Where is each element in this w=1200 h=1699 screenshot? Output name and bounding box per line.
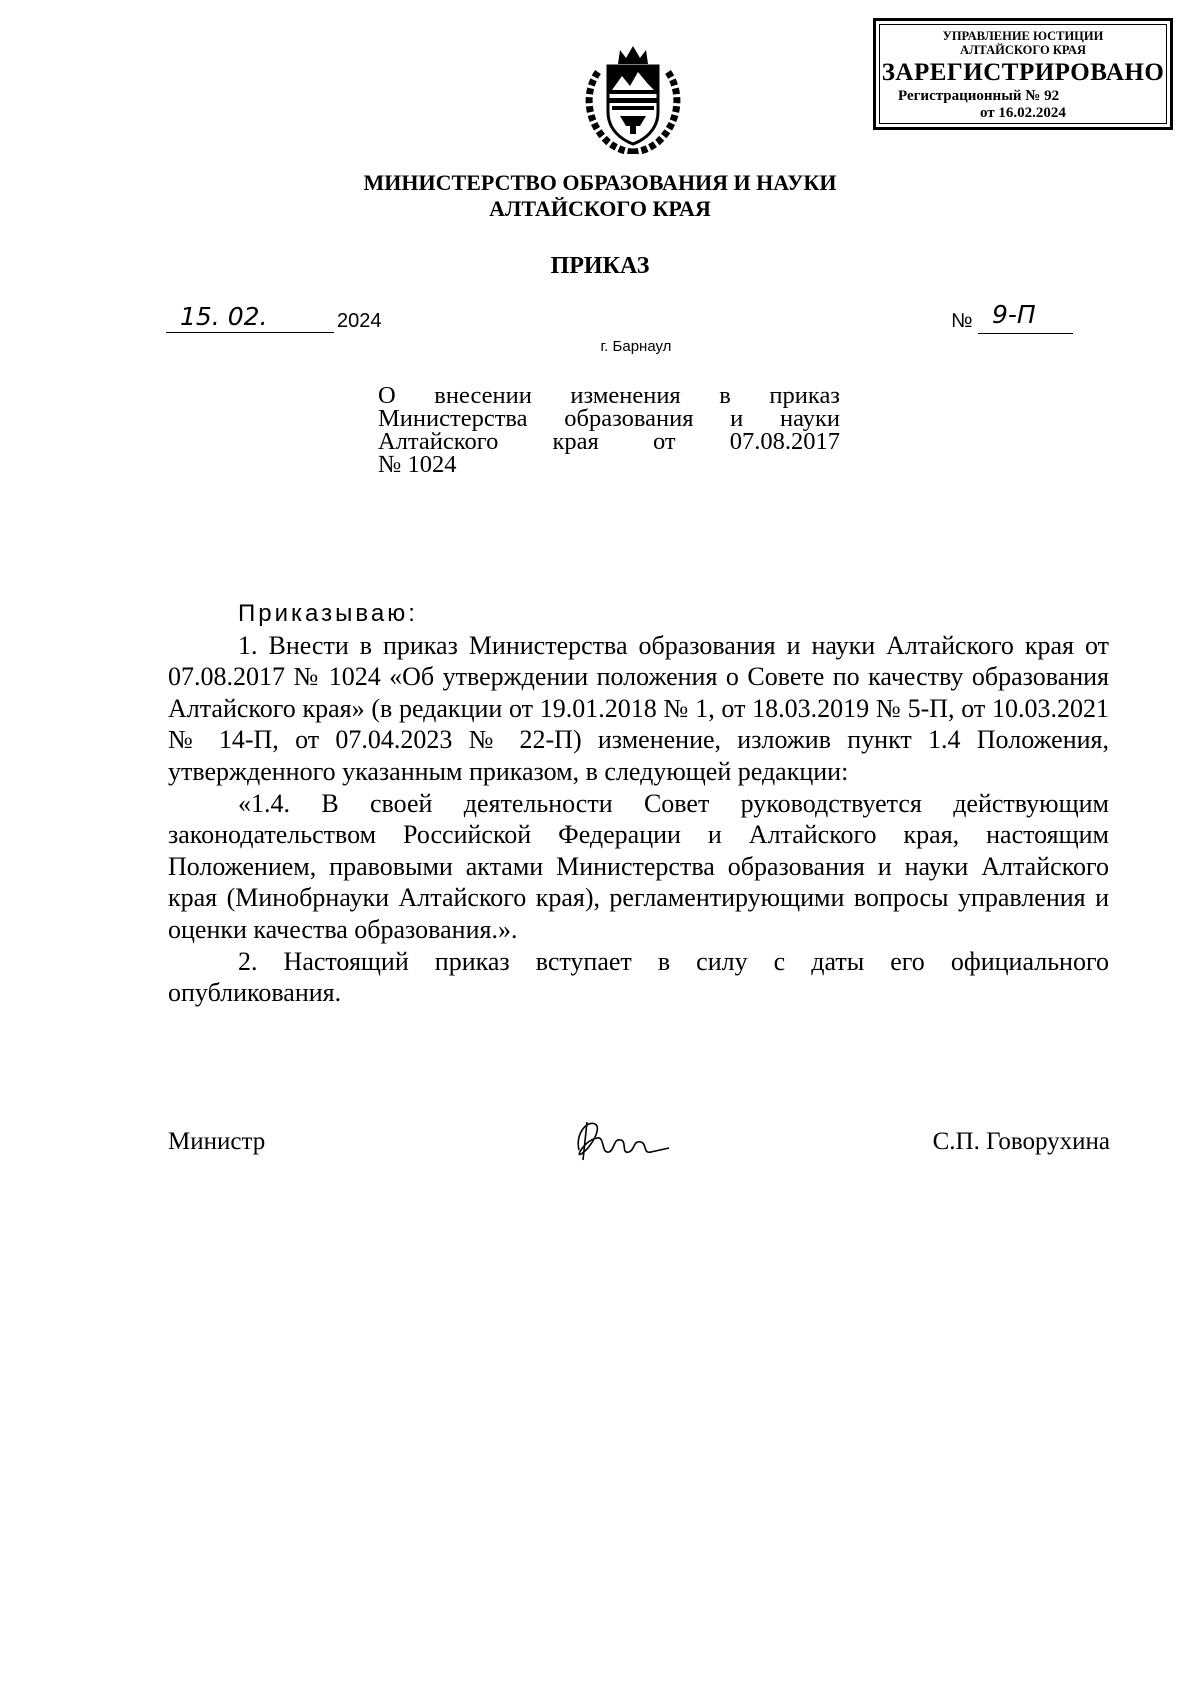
order-word: Приказываю: xyxy=(238,600,418,627)
city: г. Барнаул xyxy=(600,338,672,355)
registration-stamp-inner-border xyxy=(879,24,1167,124)
stamp-reg-date: от 16.02.2024 xyxy=(980,105,1066,121)
paragraph-1: 1. Внести в приказ Министерства образования и науки Алтайского края от 07.08.2017 № 1024 «Об утверждении положения о Совете по качеству образования Алтайского края» (в редакции от 19.01.2018 № 1, от 18.03.2019 № 5-П, от 10.03.2021 № 14-П, от 07.04.2023 № 22-П) изменение, изложив пункт 1.4 Положения, утвержденного указанным приказом, в следующей редакции: xyxy=(168,630,1109,786)
number-sign: № xyxy=(951,310,973,332)
stamp-org-line2: АЛТАЙСКОГО КРАЯ xyxy=(960,43,1086,57)
ministry-title-line1: МИНИСТЕРСТВО ОБРАЗОВАНИЯ И НАУКИ xyxy=(363,170,837,195)
date-year: 2024 xyxy=(337,310,382,332)
coat-of-arms-emblem xyxy=(578,42,688,154)
stamp-org-line1: УПРАВЛЕНИЕ ЮСТИЦИИ xyxy=(942,29,1104,43)
stamp-status: ЗАРЕГИСТРИРОВАНО xyxy=(881,59,1165,86)
document-body xyxy=(168,598,1109,1009)
ministry-title-line2: АЛТАЙСКОГО КРАЯ xyxy=(489,196,711,221)
paragraph-1-quote: «1.4. В своей деятельности Совет руководствуется действующим законодательством Российской Федерации и Алтайского края, настоящим Положением, правовыми актами Министерства образования и науки Алтайского края (Минобрнауки Алтайского края), регламентирующими вопросы управления и оценки качества образования.». xyxy=(168,788,1109,944)
subject-line1: О внесении изменения в приказ xyxy=(378,382,840,409)
signatory-name: С.П. Говорухина xyxy=(932,1128,1110,1155)
stamp-reg-number: Регистрационный № 92 xyxy=(898,88,1060,104)
subject-line4: № 1024 xyxy=(378,451,457,478)
subject-line2: Министерства образования и науки xyxy=(378,405,840,432)
paragraph-2: 2. Настоящий приказ вступает в силу с даты его официального опубликования. xyxy=(168,946,1109,1008)
document-type: ПРИКАЗ xyxy=(550,253,650,279)
signatory-title: Министр xyxy=(168,1128,266,1155)
subject-line3: Алтайского края от 07.08.2017 xyxy=(378,428,840,455)
handwritten-date: 15. 02. xyxy=(180,302,268,331)
handwritten-signature xyxy=(565,1110,675,1170)
registration-stamp xyxy=(873,18,1173,130)
stamp-org xyxy=(880,29,1166,57)
handwritten-number: 9-П xyxy=(992,300,1036,329)
subject-block xyxy=(378,384,840,476)
